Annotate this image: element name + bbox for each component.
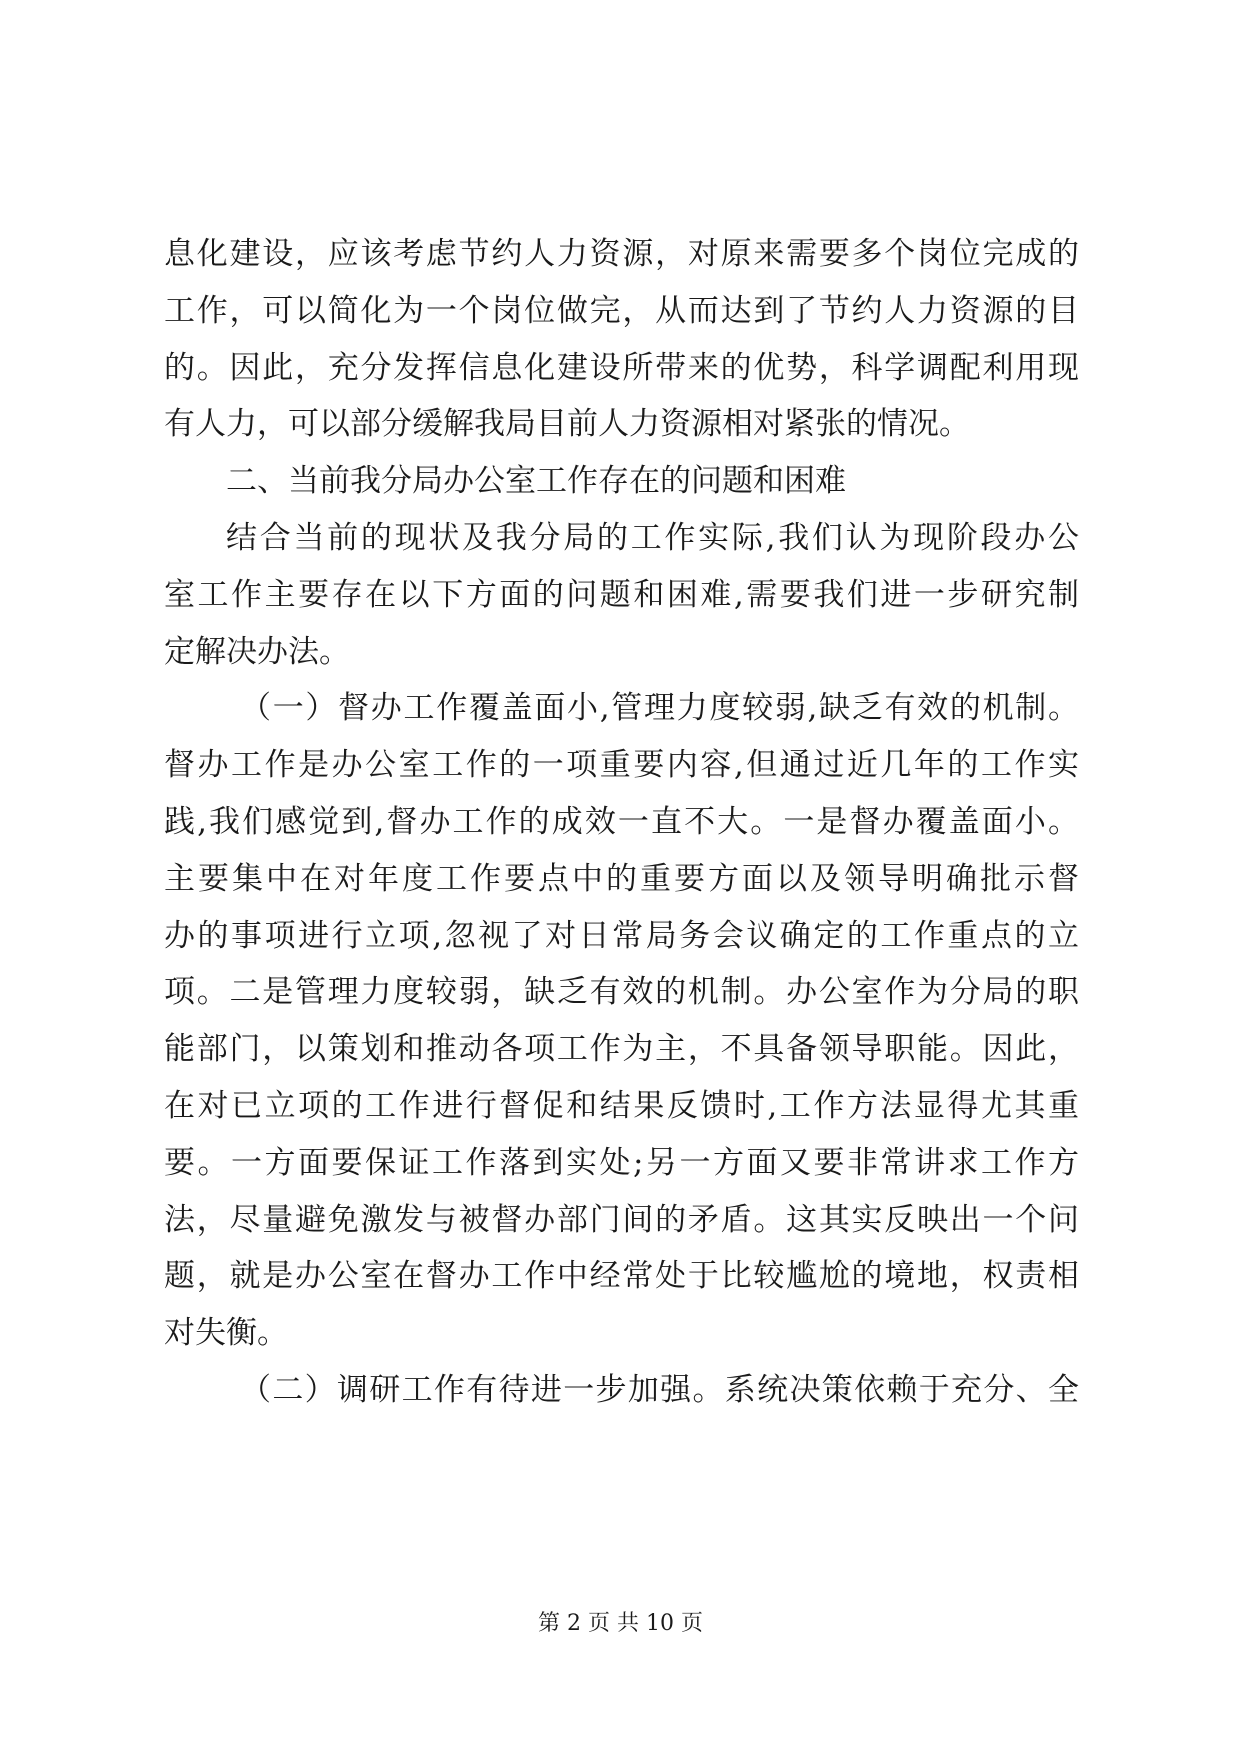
text-line: 践,我们感觉到,督办工作的成效一直不大。一是督办覆盖面小。 — [164, 803, 1079, 840]
document-body — [164, 226, 1079, 1419]
text-line: 主要集中在对年度工作要点中的重要方面以及领导明确批示督 — [164, 860, 1079, 897]
text-line: 要。一方面要保证工作落到实处;另一方面又要非常讲求工作方 — [164, 1144, 1079, 1181]
text-line: 息化建设，应该考虑节约人力资源，对原来需要多个岗位完成的 — [164, 236, 1079, 272]
page-number-footer: 第 2 页 共 10 页 — [538, 1611, 703, 1636]
text-line: 在对已立项的工作进行督促和结果反馈时,工作方法显得尤其重 — [164, 1087, 1079, 1124]
text-line: 题，就是办公室在督办工作中经常处于比较尴尬的境地，权责相 — [164, 1258, 1079, 1295]
text-line: 督办工作是办公室工作的一项重要内容,但通过近几年的工作实 — [164, 747, 1079, 784]
subsection-heading-line: （一）督办工作覆盖面小,管理力度较弱,缺乏有效的机制。 — [240, 690, 1079, 727]
subsection-heading-line: （二）调研工作有待进一步加强。系统决策依赖于充分、全 — [240, 1371, 1079, 1408]
text-line: 室工作主要存在以下方面的问题和困难,需要我们进一步研究制 — [164, 576, 1079, 613]
text-line: 工作，可以简化为一个岗位做完，从而达到了节约人力资源的目 — [164, 292, 1079, 329]
text-line: 结合当前的现状及我分局的工作实际,我们认为现阶段办公 — [226, 519, 1079, 556]
section-heading: 二、当前我分局办公室工作存在的问题和困难 — [226, 463, 846, 500]
text-line: 定解决办法。 — [164, 633, 350, 670]
text-line: 能部门，以策划和推动各项工作为主，不具备领导职能。因此， — [164, 1031, 1079, 1068]
text-line: 对失衡。 — [164, 1315, 288, 1352]
text-line: 的。因此，充分发挥信息化建设所带来的优势，科学调配利用现 — [164, 349, 1079, 386]
text-line: 项。二是管理力度较弱，缺乏有效的机制。办公室作为分局的职 — [164, 974, 1079, 1011]
text-line: 有人力，可以部分缓解我局目前人力资源相对紧张的情况。 — [164, 406, 970, 443]
text-line: 法，尽量避免激发与被督办部门间的矛盾。这其实反映出一个问 — [164, 1201, 1079, 1238]
text-line: 办的事项进行立项,忽视了对日常局务会议确定的工作重点的立 — [164, 917, 1079, 954]
